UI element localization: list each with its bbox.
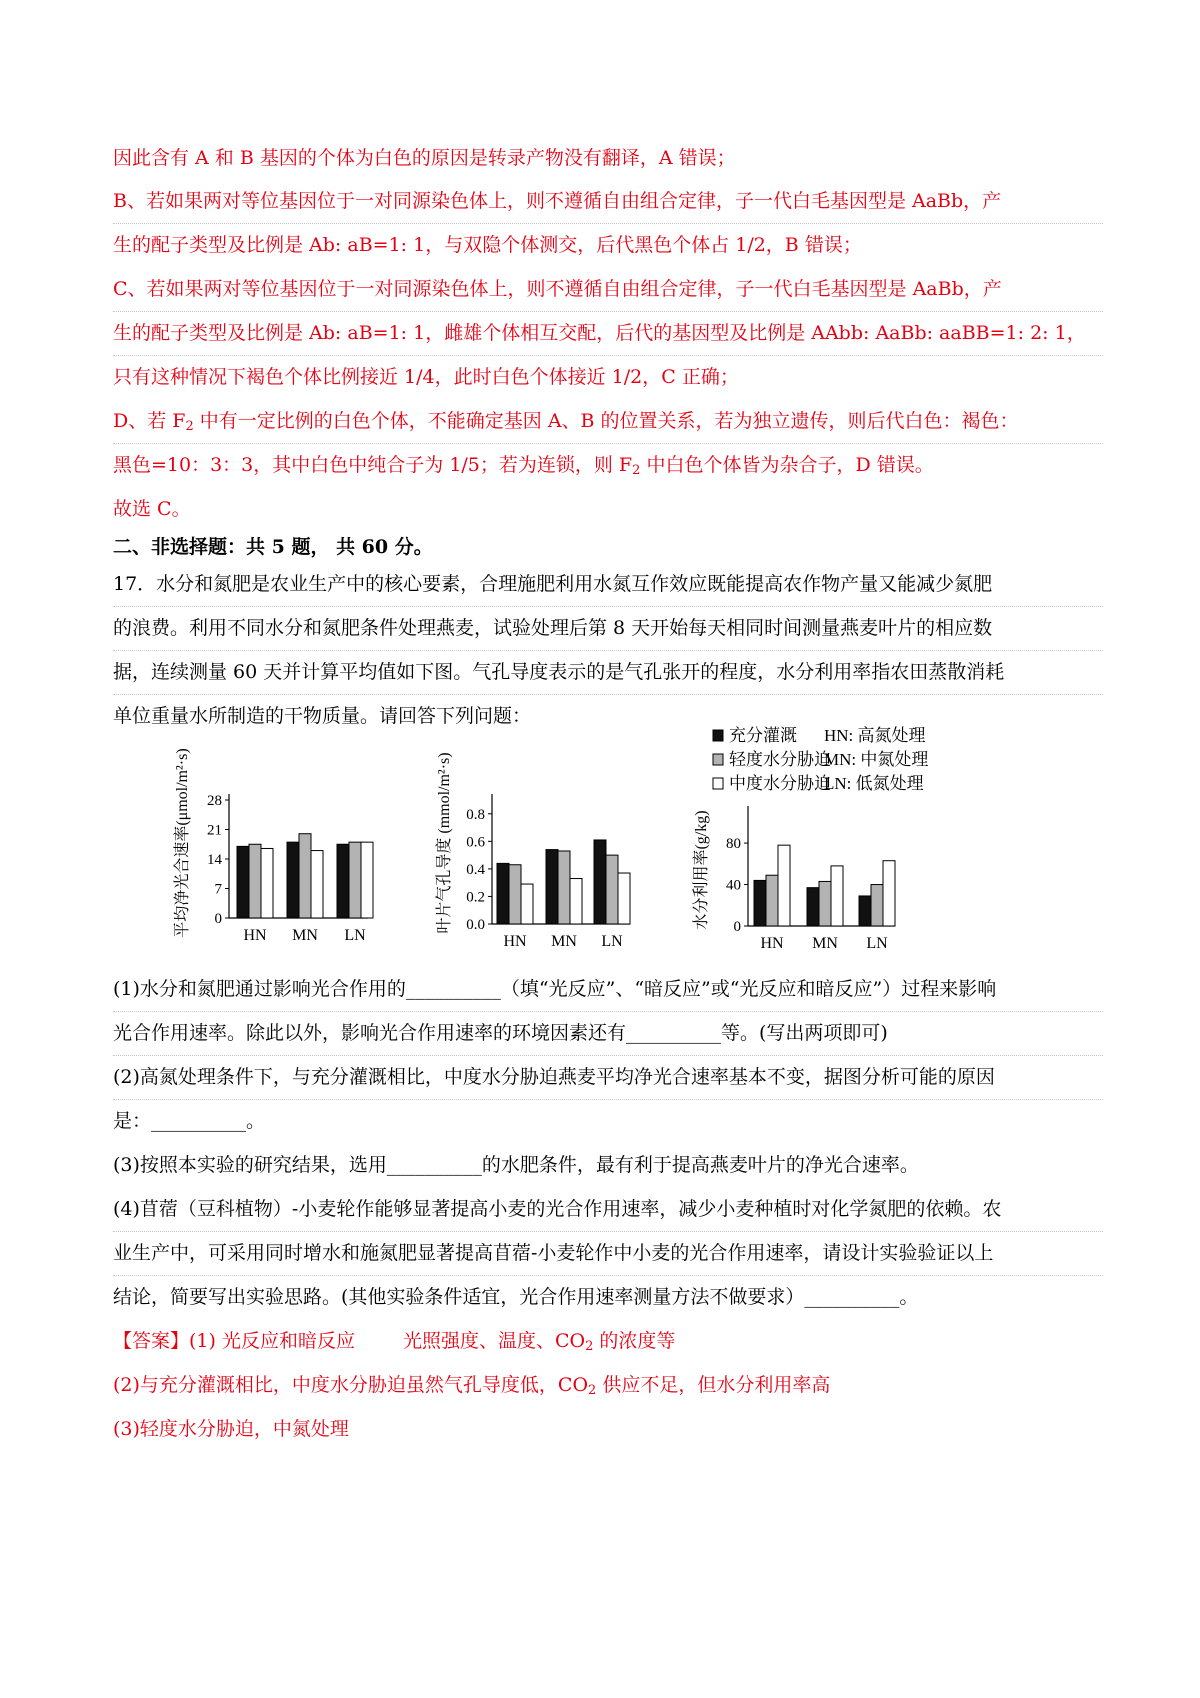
- bar: [546, 850, 558, 924]
- subquestion-4-line2: 业生产中，可采用同时增水和施氮肥显著提高苜蓿-小麦轮作中小麦的光合作用速率，请设计实验验证以上: [113, 1242, 994, 1264]
- subquestion-4-line1: (4)苜蓿（豆科植物）-小麦轮作能够显著提高小麦的光合作用速率，减少小麦种植时对化学氮肥的依赖。农: [113, 1198, 1002, 1220]
- dotted-divider: [113, 1099, 1103, 1100]
- dotted-divider: [113, 355, 1103, 356]
- dotted-divider: [113, 1011, 1103, 1012]
- bar: [831, 866, 843, 926]
- explanation-line-a: 因此含有 A 和 B 基因的个体为白色的原因是转录产物没有翻译，A 错误；: [113, 147, 736, 169]
- bar: [594, 840, 606, 924]
- answer-line-2: (2)与充分灌溉相比，中度水分胁迫虽然气孔导度低，$CO_2$ 供应不足，但水分利用率高: [113, 1374, 831, 1398]
- legend-swatch: [713, 730, 723, 741]
- y-tick-label: 0.8: [466, 806, 485, 823]
- answer-label: 【答案】: [113, 1330, 190, 1352]
- bar: [311, 851, 323, 918]
- dotted-divider: [113, 606, 1103, 607]
- dotted-divider: [113, 650, 1103, 651]
- x-category-label: LN: [601, 933, 623, 950]
- y-tick-label: 28: [207, 793, 222, 809]
- explanation-line-c3: 只有这种情况下褐色个体比例接近 1/4，此时白色个体接近 1/2，C 正确；: [113, 366, 739, 388]
- x-category-label: HN: [503, 933, 527, 950]
- y-tick-label: 0.6: [466, 834, 485, 851]
- y-tick-label: 0.4: [466, 861, 485, 878]
- legend-label: 轻度水分胁迫: [729, 750, 831, 769]
- x-category-label: MN: [292, 927, 318, 944]
- subquestion-1-line1: (1)水分和氮肥通过影响光合作用的__________（填“光反应”、“暗反应”或“光反应和暗反应”）过程来影响: [113, 978, 997, 1000]
- y-tick-label: 14: [207, 852, 222, 868]
- y-axis-title: 水分利用率(g/kg): [693, 810, 710, 930]
- y-tick-label: 0.0: [466, 917, 485, 933]
- bar: [859, 896, 871, 926]
- y-axis-title: 平均净光合速率(μmol/m²·s): [174, 748, 191, 938]
- y-tick-label: 40: [726, 877, 741, 894]
- dotted-divider: [113, 1275, 1103, 1276]
- bar: [618, 873, 630, 924]
- bar: [883, 861, 895, 926]
- bar: [287, 842, 299, 918]
- explanation-line-b2: 生的配子类型及比例是 Ab: aB=1: 1，与双隐个体测交，后代黑色个体占 1/2，B 错误；: [113, 234, 862, 256]
- question-stem-line2: 的浪费。利用不同水分和氮肥条件处理燕麦，试验处理后第 8 天开始每天相同时间测量燕麦叶片的相应数: [113, 617, 993, 639]
- bar: [521, 884, 533, 924]
- bar: [606, 855, 618, 924]
- x-category-label: LN: [344, 927, 366, 944]
- bar: [558, 851, 570, 924]
- bar: [261, 848, 273, 918]
- subquestion-1-line2: 光合作用速率。除此以外，影响光合作用速率的环境因素还有__________等。(写出两项即可): [113, 1022, 888, 1044]
- y-tick-label: 0: [733, 919, 741, 935]
- legend-label: 中度水分胁迫: [729, 774, 831, 793]
- legend-label: 充分灌溉: [729, 726, 797, 745]
- legend-swatch: [713, 778, 723, 789]
- legend-abbrev: MN: 中氮处理: [824, 750, 929, 769]
- bar: [299, 834, 311, 918]
- bar: [807, 888, 819, 926]
- y-tick-label: 7: [214, 881, 222, 898]
- x-category-label: HN: [760, 935, 784, 952]
- explanation-line-b1: B、若如果两对等位基因位于一对同源染色体上，则不遵循自由组合定律，子一代白毛基因型是 AaBb，产: [113, 190, 1002, 212]
- bar: [778, 845, 790, 926]
- answer-line-3: (3)轻度水分胁迫，中氮处理: [113, 1418, 349, 1440]
- bar: [570, 879, 582, 924]
- dotted-divider: [113, 223, 1103, 224]
- bar: [249, 844, 261, 918]
- y-axis-title: 叶片气孔导度 (mmol/m²·s): [436, 752, 453, 934]
- subquestion-2-line1: (2)高氮处理条件下，与充分灌溉相比，中度水分胁迫燕麦平均净光合速率基本不变，据图分析可能的原因: [113, 1066, 995, 1088]
- x-category-label: HN: [243, 927, 267, 944]
- bar: [361, 842, 373, 918]
- bar: [237, 846, 249, 918]
- question-stem-line1: 17．水分和氮肥是农业生产中的核心要素，合理施肥利用水氮互作效应既能提高农作物产量又能减少氮肥: [113, 573, 993, 595]
- dotted-divider: [113, 443, 1103, 444]
- explanation-line-c1: C、若如果两对等位基因位于一对同源染色体上，则不遵循自由组合定律，子一代白毛基因型是 AaBb，产: [113, 278, 1002, 300]
- y-tick-label: 80: [726, 836, 741, 853]
- bar: [819, 881, 831, 926]
- question-stem-line3: 据，连续测量 60 天并计算平均值如下图。气孔导度表示的是气孔张开的程度，水分利用率指农田蒸散消耗: [113, 661, 1005, 683]
- bar: [754, 880, 766, 926]
- subquestion-4-line3: 结论，简要写出实验思路。(其他实验条件适宜，光合作用速率测量方法不做要求）__________。: [113, 1286, 919, 1308]
- dotted-divider: [113, 311, 1103, 312]
- y-tick-label: 0: [214, 911, 222, 927]
- x-category-label: LN: [866, 935, 888, 952]
- explanation-conclusion: 故选 C。: [113, 498, 191, 520]
- question-stem-line4: 单位重量水所制造的干物质量。请回答下列问题：: [113, 705, 532, 727]
- y-tick-label: 21: [207, 822, 222, 839]
- explanation-line-c2: 生的配子类型及比例是 Ab: aB=1: 1，雌雄个体相互交配，后代的基因型及比例是 AAbb: AaBb: aaBB=1: 2: 1，: [113, 322, 1086, 344]
- y-tick-label: 0.2: [466, 889, 485, 906]
- explanation-line-d2: 黑色=10：3：3，其中白色中纯合子为 1/5；若为连锁，则 $F_2$ 中白色个体皆为杂合子，D 错误。: [113, 454, 934, 478]
- dotted-divider: [113, 1055, 1103, 1056]
- x-category-label: MN: [551, 933, 577, 950]
- bar: [871, 885, 883, 926]
- bar: [497, 863, 509, 924]
- subquestion-2-line2: 是：__________。: [113, 1110, 266, 1132]
- bar: [509, 865, 521, 924]
- dotted-divider: [113, 1231, 1103, 1232]
- dotted-divider: [113, 694, 1103, 695]
- legend-abbrev: LN: 低氮处理: [824, 774, 924, 793]
- x-category-label: MN: [812, 935, 838, 952]
- bar: [349, 842, 361, 918]
- legend-swatch: [713, 754, 723, 765]
- section-heading: 二、非选择题：共 5 题， 共 60 分。: [113, 536, 433, 558]
- legend-abbrev: HN: 高氮处理: [824, 726, 926, 745]
- bar: [766, 875, 778, 926]
- answer-line-1: 【答案】(1) 光反应和暗反应 光照强度、温度、$CO_2$ 的浓度等: [113, 1330, 676, 1354]
- subquestion-3-line1: (3)按照本实验的研究结果，选用__________的水肥条件，最有利于提高燕麦叶片的净光合速率。: [113, 1154, 919, 1176]
- bar: [337, 844, 349, 918]
- explanation-line-d1: D、若 $F_2$ 中有一定比例的白色个体，不能确定基因 A、B 的位置关系，若为独立遗传，则后代白色：褐色：: [113, 410, 1019, 434]
